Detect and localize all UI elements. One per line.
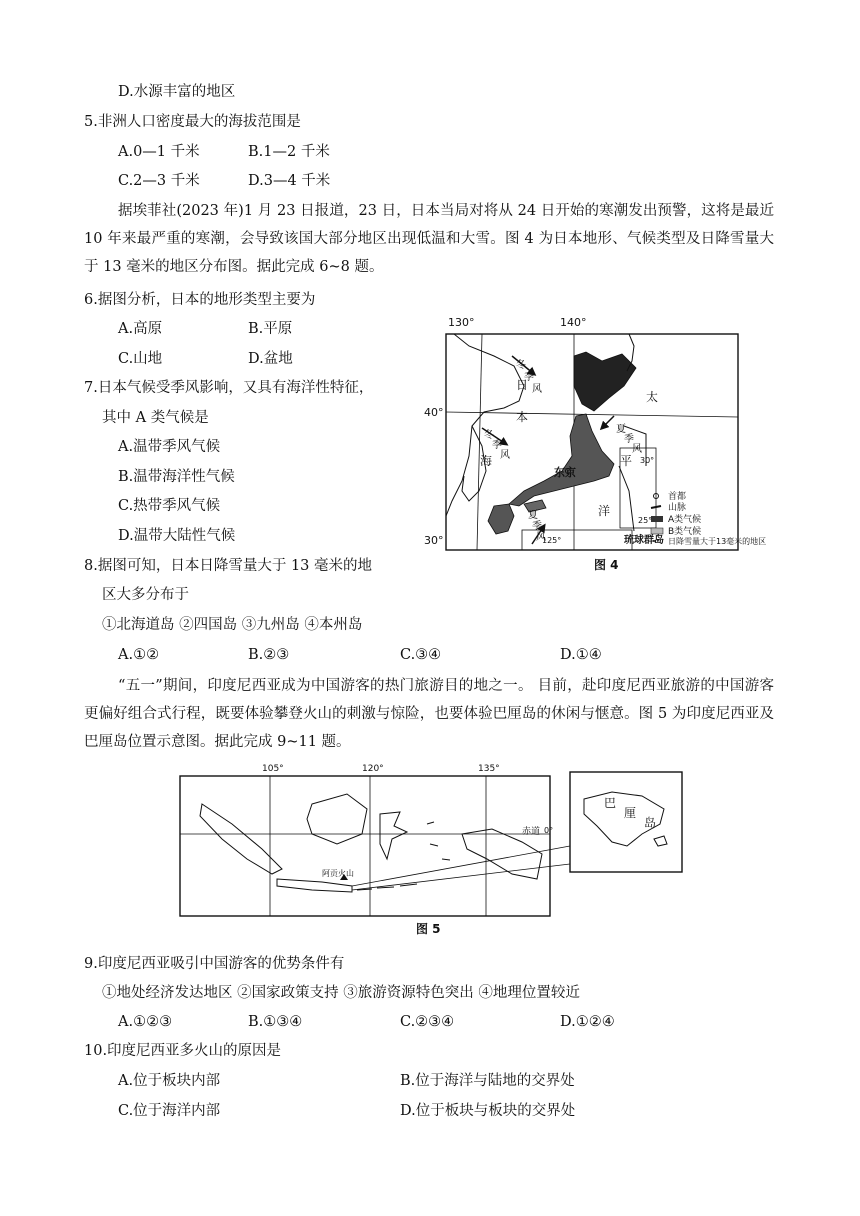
q8-option-a: A.①②	[118, 647, 160, 663]
fig4-legend-b-climate: B类气候	[668, 527, 702, 537]
fig4-map-char: 洋	[598, 504, 611, 518]
fig5-lon-105: 105°	[262, 764, 284, 774]
fig4-legend-capital: 首都	[668, 492, 687, 502]
fig4-map-char: 风	[500, 450, 510, 461]
q8-items: ①北海道岛 ②四国岛 ③九州岛 ④本州岛	[102, 617, 363, 633]
q9-option-b: B.①③④	[248, 1014, 303, 1030]
fig5-lon-120: 120°	[362, 764, 384, 774]
q10-option-c: C.位于海洋内部	[118, 1103, 221, 1119]
fig4-map-char: 冬	[516, 360, 526, 371]
fig4-map-char: 季	[532, 521, 542, 532]
q10-option-d: D.位于板块与板块的交界处	[400, 1103, 576, 1119]
q9-option-a: A.①②③	[118, 1014, 173, 1030]
q10-stem: 10.印度尼西亚多火山的原因是	[84, 1043, 282, 1059]
fig4-map-char: 夏	[616, 424, 626, 435]
q5-option-d: D.3—4 千米	[248, 173, 331, 189]
fig4-map-char: 夏	[528, 510, 538, 521]
fig5-equator-label: 赤道	[522, 827, 541, 837]
q6-option-d: D.盆地	[248, 351, 293, 367]
q6-option-b: B.平原	[248, 321, 293, 337]
fig4-lat-40: 40°	[424, 406, 444, 419]
q7-option-a: A.温带季风气候	[118, 439, 221, 455]
fig4-map-char: 风	[632, 444, 642, 455]
fig4-map-char: 日	[516, 378, 529, 392]
q7-stem-line1: 7.日本气候受季风影响，又具有海洋性特征，	[84, 380, 374, 396]
q8-stem-line2: 区大多分布于	[102, 587, 189, 603]
q7-stem-line2: 其中 A 类气候是	[102, 410, 209, 426]
fig4-map-char: 季	[624, 434, 634, 445]
fig5-bali-char: 厘	[624, 806, 637, 820]
fig4-inset-lon-125: 125°	[542, 536, 562, 545]
q10-option-a: A.位于板块内部	[118, 1073, 221, 1089]
q7-option-d: D.温带大陆性气候	[118, 528, 236, 544]
q6-option-a: A.高原	[118, 321, 163, 337]
fig4-map-char: 太	[646, 390, 659, 404]
fig4-legend-mountain: 山脉	[668, 503, 687, 513]
q9-items: ①地处经济发达地区 ②国家政策支持 ③旅游资源特色突出 ④地理位置较近	[102, 985, 580, 1001]
q8-option-b: B.②③	[248, 647, 290, 663]
fig4-legend-a-climate: A类气候	[668, 515, 702, 525]
fig4-map-char: 海	[480, 454, 493, 468]
fig4-caption: 图 4	[594, 558, 619, 572]
passage-indonesia: “五一”期间，印度尼西亚成为中国游客的热门旅游目的地之一。 目前，赴印度尼西亚旅游的中国游客更偏好组合式行程，既要体验攀登火山的刺激与惊险，也要体验巴厘岛的休闲与惬意。图 5 为印度尼西亚及巴厘岛位置示意图。据此完成 9~11 题。	[84, 678, 774, 750]
fig4-map-char: 风	[536, 532, 546, 543]
fig5-lon-135: 135°	[478, 764, 500, 774]
q9-stem: 9.印度尼西亚吸引中国游客的优势条件有	[84, 956, 345, 972]
q5-option-c: C.2—3 千米	[118, 173, 200, 189]
fig4-map-char: 风	[532, 384, 542, 395]
figure-5-indonesia-map	[172, 764, 692, 936]
fig4-map-char: 冬	[484, 430, 494, 441]
fig5-caption: 图 5	[416, 922, 441, 936]
q10-option-b: B.位于海洋与陆地的交界处	[400, 1073, 575, 1089]
fig4-map-char: 季	[524, 372, 534, 383]
q5-option-a: A.0—1 千米	[118, 144, 200, 160]
fig4-lat-30: 30°	[424, 534, 444, 547]
indonesia-map-drawing	[172, 764, 692, 936]
q6-option-c: C.山地	[118, 351, 163, 367]
q5-stem: 5.非洲人口密度最大的海拔范围是	[84, 114, 301, 130]
fig4-inset-lat-25: 25°	[638, 516, 653, 525]
fig5-bali-char: 岛	[644, 816, 657, 830]
fig4-map-char: 本	[516, 410, 529, 424]
fig4-lon-140: 140°	[560, 316, 587, 329]
fig4-map-char: 平	[620, 454, 633, 468]
fig4-lon-130: 130°	[448, 316, 475, 329]
fig4-tokyo-label: 东京	[554, 466, 576, 479]
q8-stem-line1: 8.据图可知，日本日降雪量大于 13 毫米的地	[84, 558, 373, 574]
fig4-map-char: 季	[492, 440, 502, 451]
q9-option-d: D.①②④	[560, 1014, 615, 1030]
q4-option-d: D.水源丰富的地区	[118, 84, 236, 100]
fig5-equator-degree: 0°	[544, 826, 554, 835]
q7-option-b: B.温带海洋性气候	[118, 469, 235, 485]
q8-option-d: D.①④	[560, 647, 602, 663]
fig4-ryukyu-label: 琉球群岛	[624, 535, 664, 546]
figure-4-japan-map	[424, 316, 794, 578]
q8-option-c: C.③④	[400, 647, 442, 663]
q7-option-c: C.热带季风气候	[118, 498, 221, 514]
passage-japan: 据埃菲社(2023 年)1 月 23 日报道，23 日，日本当局对将从 24 日开始的寒潮发出预警，这将是最近 10 年来最严重的寒潮，会导致该国大部分地区出现低温和大雪。图 4 为日本地形、气候类型及日降雪量大于 13 毫米的地区分布图。据此完成 6~8 题。	[84, 203, 774, 275]
q5-option-b: B.1—2 千米	[248, 144, 330, 160]
fig4-legend-snow: 日降雪量大于13毫米的地区	[668, 537, 767, 546]
fig4-inset-lat-30: 30°	[640, 456, 655, 465]
fig5-volcano-label: 阿贡火山	[322, 869, 354, 878]
fig5-bali-char: 巴	[604, 796, 617, 810]
q9-option-c: C.②③④	[400, 1014, 455, 1030]
q6-stem: 6.据图分析，日本的地形类型主要为	[84, 292, 316, 308]
